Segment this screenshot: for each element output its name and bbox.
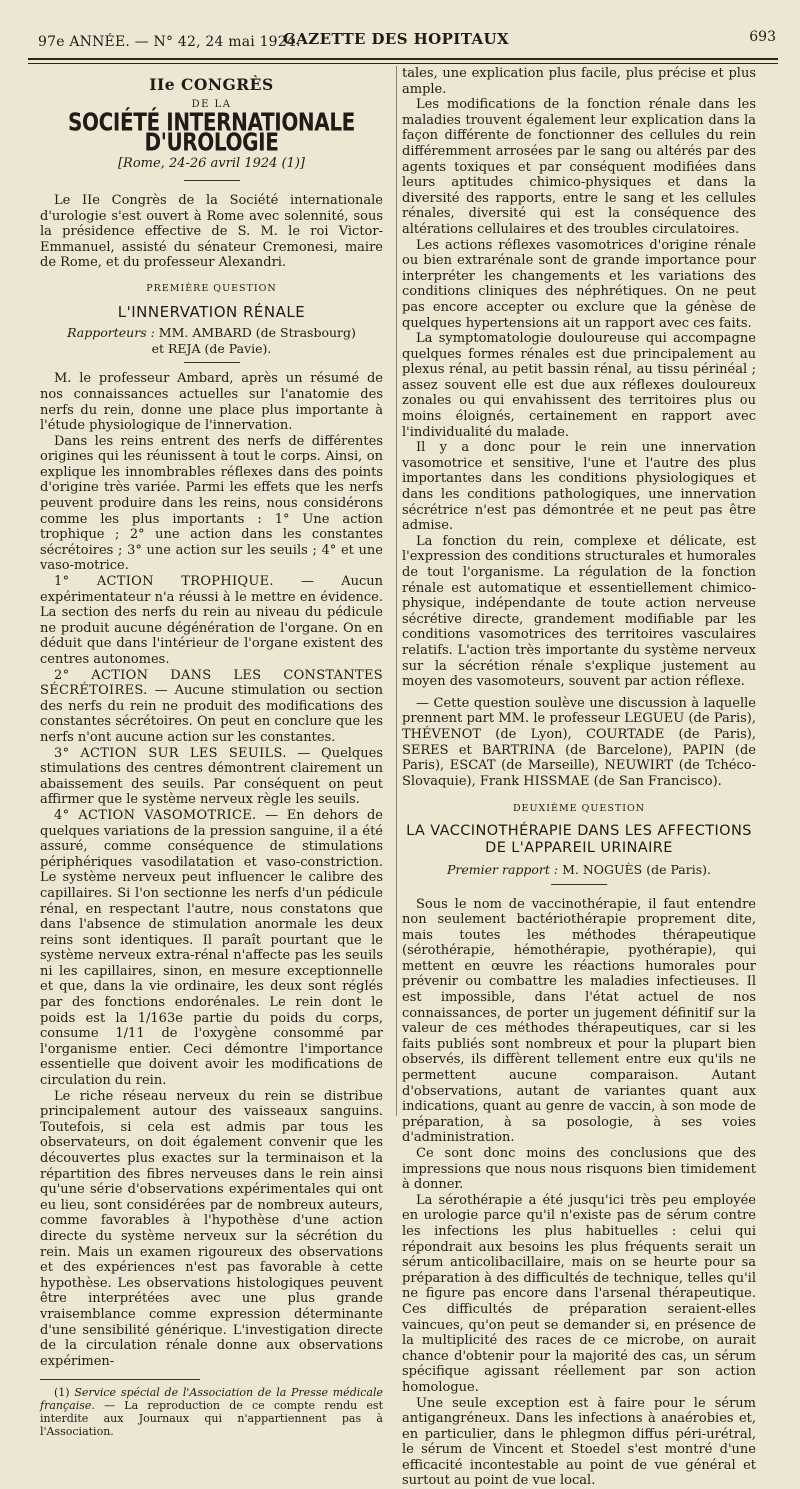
congress-heading: IIe CONGRÈS — [40, 77, 383, 93]
paragraph: La fonction du rein, complexe et délicate, est l'expression des conditions structurales et humorales de tout l'organisme. La régulation de la fonction rénale est automatique et essentiellement chimico-physique, indépendante de toute action nerveuse sécrétive directe, grandement modifiable par les conditions vasomotrices des territoires vasculaires relatifs. L'action très importante du système nerveux sur la sécrétion rénale s'explique justement au moyen des vasomoteurs, souvent par action réflexe. — [402, 534, 756, 690]
rapporteurs-line-1: MM. AMBARD (de Strasbourg) — [159, 325, 356, 340]
right-column — [402, 66, 756, 1489]
paragraph: Une seule exception est à faire pour le sérum antigangréneux. Dans les infections à anaérobies et, en particulier, dans le phlegmon diffus péri-urétral, le sérum de Vincent et Stoedel s'est montré d'une efficacité incontestable au point de vue général et surtout au point de vue local. — [402, 1396, 756, 1489]
page-number: 693 — [749, 29, 776, 45]
paragraph: La sérothérapie a été jusqu'ici très peu employée en urologie parce qu'il n'existe pas de sérum contre les infections les plus habituelles : celui qui répondrait aux besoins les plus fréquents serait un sérum anticolibacillaire, mais on se heurte pour sa préparation à des difficultés de technique, telles qu'il ne figure pas encore dans l'arsenal thérapeutique. Ces difficultés de préparation seraient-elles vaincues, qu'on peut se demander si, en présence de la multiplicité des races de ce microbe, on aurait chance d'obtenir pour la majorité des cas, un sérum spécifique agissant réellement par son action homologue. — [402, 1193, 756, 1396]
paragraph: M. le professeur Ambard, après un résumé de nos connaissances actuelles sur l'anatomie des nerfs du rein, donne une place plus importante à l'étude physiologique de l'innervation. — [40, 371, 383, 433]
paragraph: La symptomatologie douloureuse qui accompagne quelques formes rénales est due principalement au plexus rénal, au petit bassin rénal, au tissu périnéal ; assez souvent elle est due aux réflexes douloureux zonales ou qui envahissent des territoires plus ou moins éloignés, certainement en rapport avec l'individualité du malade. — [402, 331, 756, 440]
question-1-label: PREMIÈRE QUESTION — [40, 281, 383, 297]
paragraph-seuils: 3° ACTION SUR LES SEUILS. — Quelques stimulations des centres démontrent clairement un abaissement des seuils. Par conséquent on peut affirmer que le système nerveux règle les seuils. — [40, 746, 383, 808]
question-2-title: LA VACCINOTHÉRAPIE DANS LES AFFECTIONS DE L'APPAREIL URINAIRE — [402, 823, 756, 857]
paragraph-constantes: 2° ACTION DANS LES CONSTANTES SÉCRÉTOIRES. — Aucune stimulation ou section des nerfs du rein ne produit des modifications des constantes sécrétoires. On peut en conclure que les nerfs n'ont aucune action sur les constantes. — [40, 668, 383, 746]
paragraph-vasomotrice: 4° ACTION VASOMOTRICE. — En dehors de quelques variations de la pression sanguine, il a été assuré, comme conséquence de stimulations périphériques vasodilatation et vaso-constriction. Le système nerveux peut influencer le calibre des capillaires. Si l'on sectionne les nerfs d'un pédicule rénal, en respectant l'autre, nous constatons que dans l'absence de stimulation anormale les deux reins sont identiques. Il paraît pourtant que le système nerveux extra-rénal n'affecte pas les seuils ni les capillaires, sinon, en mesure exceptionnelle et que, dans la vie ordinaire, les deux sont réglés par des fonctions endorénales. Le rein dont le poids est la 1/163e partie du poids du corps, consume 1/11 de l'oxygène consommé par l'organisme entier. Ceci démontre l'importance essentielle que doivent avoir les modifications de circulation du rein. — [40, 808, 383, 1089]
paragraph: Sous le nom de vaccinothérapie, il faut entendre non seulement bactériothérapie proprement dite, mais toutes les méthodes thérapeutique (sérothérapie, hémothérapie, pyothérapie), qui mettent en œuvre les réactions humorales pour prévenir ou combattre les maladies infectieuses. Il est impossible, dans l'état actuel de nos connaissances, de porter un jugement définitif sur la valeur de ces méthodes thérapeutiques, car si les faits publiés sont nombreux et pour la plupart bien observés, ils diffèrent tellement entre eux qu'ils ne permettent aucune comparaison. Autant d'observations, autant de variantes quant aux indications, quant au genre de vaccin, à son mode de préparation, à sa posologie, à ses voies d'administration. — [402, 897, 756, 1147]
journal-title: GAZETTE DES HOPITAUX — [283, 30, 509, 48]
section-head: 1° ACTION TROPHIQUE. — [54, 574, 274, 589]
paragraph: Dans les reins entrent des nerfs de différentes origines qui les réunissent à tout le corps. Ainsi, on explique les innombrables réflexes dans des points d'origine très variée. Parmi les effets que les nerfs peuvent produire dans les reins, nous considérons comme les plus importants : 1° Une action trophique ; 2° une action dans les constantes sécrétoires ; 3° une action sur les seuils ; 4° et une vaso-motrice. — [40, 434, 383, 574]
society-title: SOCIÉTÉ INTERNATIONALE D'UROLOGIE — [40, 113, 383, 152]
issue-info: 97e ANNÉE. — N° 42, 24 mai 1924. — [38, 34, 301, 50]
paragraph: Les modifications de la fonction rénale dans les maladies trouvent également leur explication dans la façon différente de fonctionner des cellules du rein différemment arrosées par le sang ou altérés par des agents toxiques et par conséquent modifiées dans leurs aptitudes chimico-physiques et dans la diversité des rapports, entre le sang et les cellules rénales, diversité qui est la conséquence des altérations cellulaires et des troubles circulatoires. — [402, 97, 756, 237]
paragraph: Ce sont donc moins des conclusions que des impressions que nous nous risquons bien timidement à donner. — [402, 1146, 756, 1193]
paragraph: Les actions réflexes vasomotrices d'origine rénale ou bien extrarénale sont de grande importance pour interpréter les changements et les variations des conditions cliniques des néphrétiques. On ne peut pas encore accepter ou exclure que la génèse de quelques hypertensions ait un rapport avec ces faits. — [402, 238, 756, 332]
rapporteurs-rule — [184, 362, 240, 363]
intro-paragraph: Le IIe Congrès de la Société internationale d'urologie s'est ouvert à Rome avec solennité, sous la présidence effective de S. M. le roi Victor-Emmanuel, assisté du sénateur Cremonesi, maire de Rome, et du professeur Alexandri. — [40, 193, 383, 271]
question-2-label: DEUXIÈME QUESTION — [402, 801, 756, 817]
discussion-paragraph: — Cette question soulève une discussion à laquelle prennent part MM. le professeur LEGUEU (de Paris), THÉVENOT (de Lyon), COURTADE (de Paris), SERES et BARTRINA (de Barcelone), PAPIN (de Paris), ESCAT (de Marseille), NEUWIRT (de Tchéco-Slovaquie), Frank HISSMAE (de San Francisco). — [402, 696, 756, 790]
header-rule-thin — [28, 63, 778, 64]
section-head: 4° ACTION VASOMOTRICE. — [54, 808, 256, 823]
question-1-rapporteurs — [40, 325, 383, 356]
rapporteurs-prefix: Rapporteurs : — [67, 325, 155, 340]
paragraph: Il y a donc pour le rein une innervation vasomotrice et sensitive, l'une et l'autre des plus importantes dans les conditions physiologiques et dans les conditions pathologiques, une innervation sécrétrice n'est pas démontrée et ne peut pas être admise. — [402, 440, 756, 534]
paragraph: Le riche réseau nerveux du rein se distribue principalement autour des vaisseaux sanguins. Toutefois, si cela est admis par tous les observateurs, on doit également convenir que les découvertes plus exactes sur la terminaison et la répartition des fibres nerveuses dans le rein ainsi qu'une série d'observations expérimentales qui ont eu lieu, sont considérées par de nombreux auteurs, comme favorables à l'hypothèse d'une action directe du système nerveux sur la sécrétion du rein. Mais un examen rigoureux des observations et des expériences n'est pas favorable à cette hypothèse. Les observations histologiques peuvent être interprétées avec une plus grande vraisemblance comme expression déterminante d'une sensibilité générique. L'investigation directe de la circulation rénale donne aux observations expérimen- — [40, 1089, 383, 1370]
question-1-title: L'INNERVATION RÉNALE — [40, 305, 383, 321]
section-head: 2° ACTION DANS LES CONSTANTES SÉCRÉTOIRES. — [40, 668, 383, 699]
left-column — [40, 66, 383, 1438]
footnote: (1) Service spécial de l'Association de la Presse médicale française. — La reproduction de ce compte rendu est interdite aux Journaux qui n'appartiennent pas à l'Association. — [40, 1386, 383, 1438]
title-rule — [184, 180, 240, 181]
rapporteurs-line-2: et REJA (de Pavie). — [152, 341, 272, 356]
paragraph-trophique: 1° ACTION TROPHIQUE. — Aucun expérimentateur n'a réussi à le mettre en évidence. La section des nerfs du rein au niveau du pédicule ne produit aucune dégénération de l'organe. On en déduit que dans l'intérieur de l'organe existent des centres autonomes. — [40, 574, 383, 668]
congress-dates: [Rome, 24-26 avril 1924 (1)] — [40, 156, 383, 172]
footnote-rule — [40, 1379, 200, 1380]
header-rule-thick — [28, 58, 778, 60]
column-divider — [396, 66, 397, 1116]
paragraph: tales, une explication plus facile, plus précise et plus ample. — [402, 66, 756, 97]
section-head: 3° ACTION SUR LES SEUILS. — [54, 746, 287, 761]
page-header — [38, 28, 778, 56]
rapporteur-rule — [551, 884, 607, 885]
question-2-rapporteur: Premier rapport : M. NOGUÈS (de Paris). — [402, 862, 756, 878]
congress-de-la: DE LA — [40, 97, 383, 113]
